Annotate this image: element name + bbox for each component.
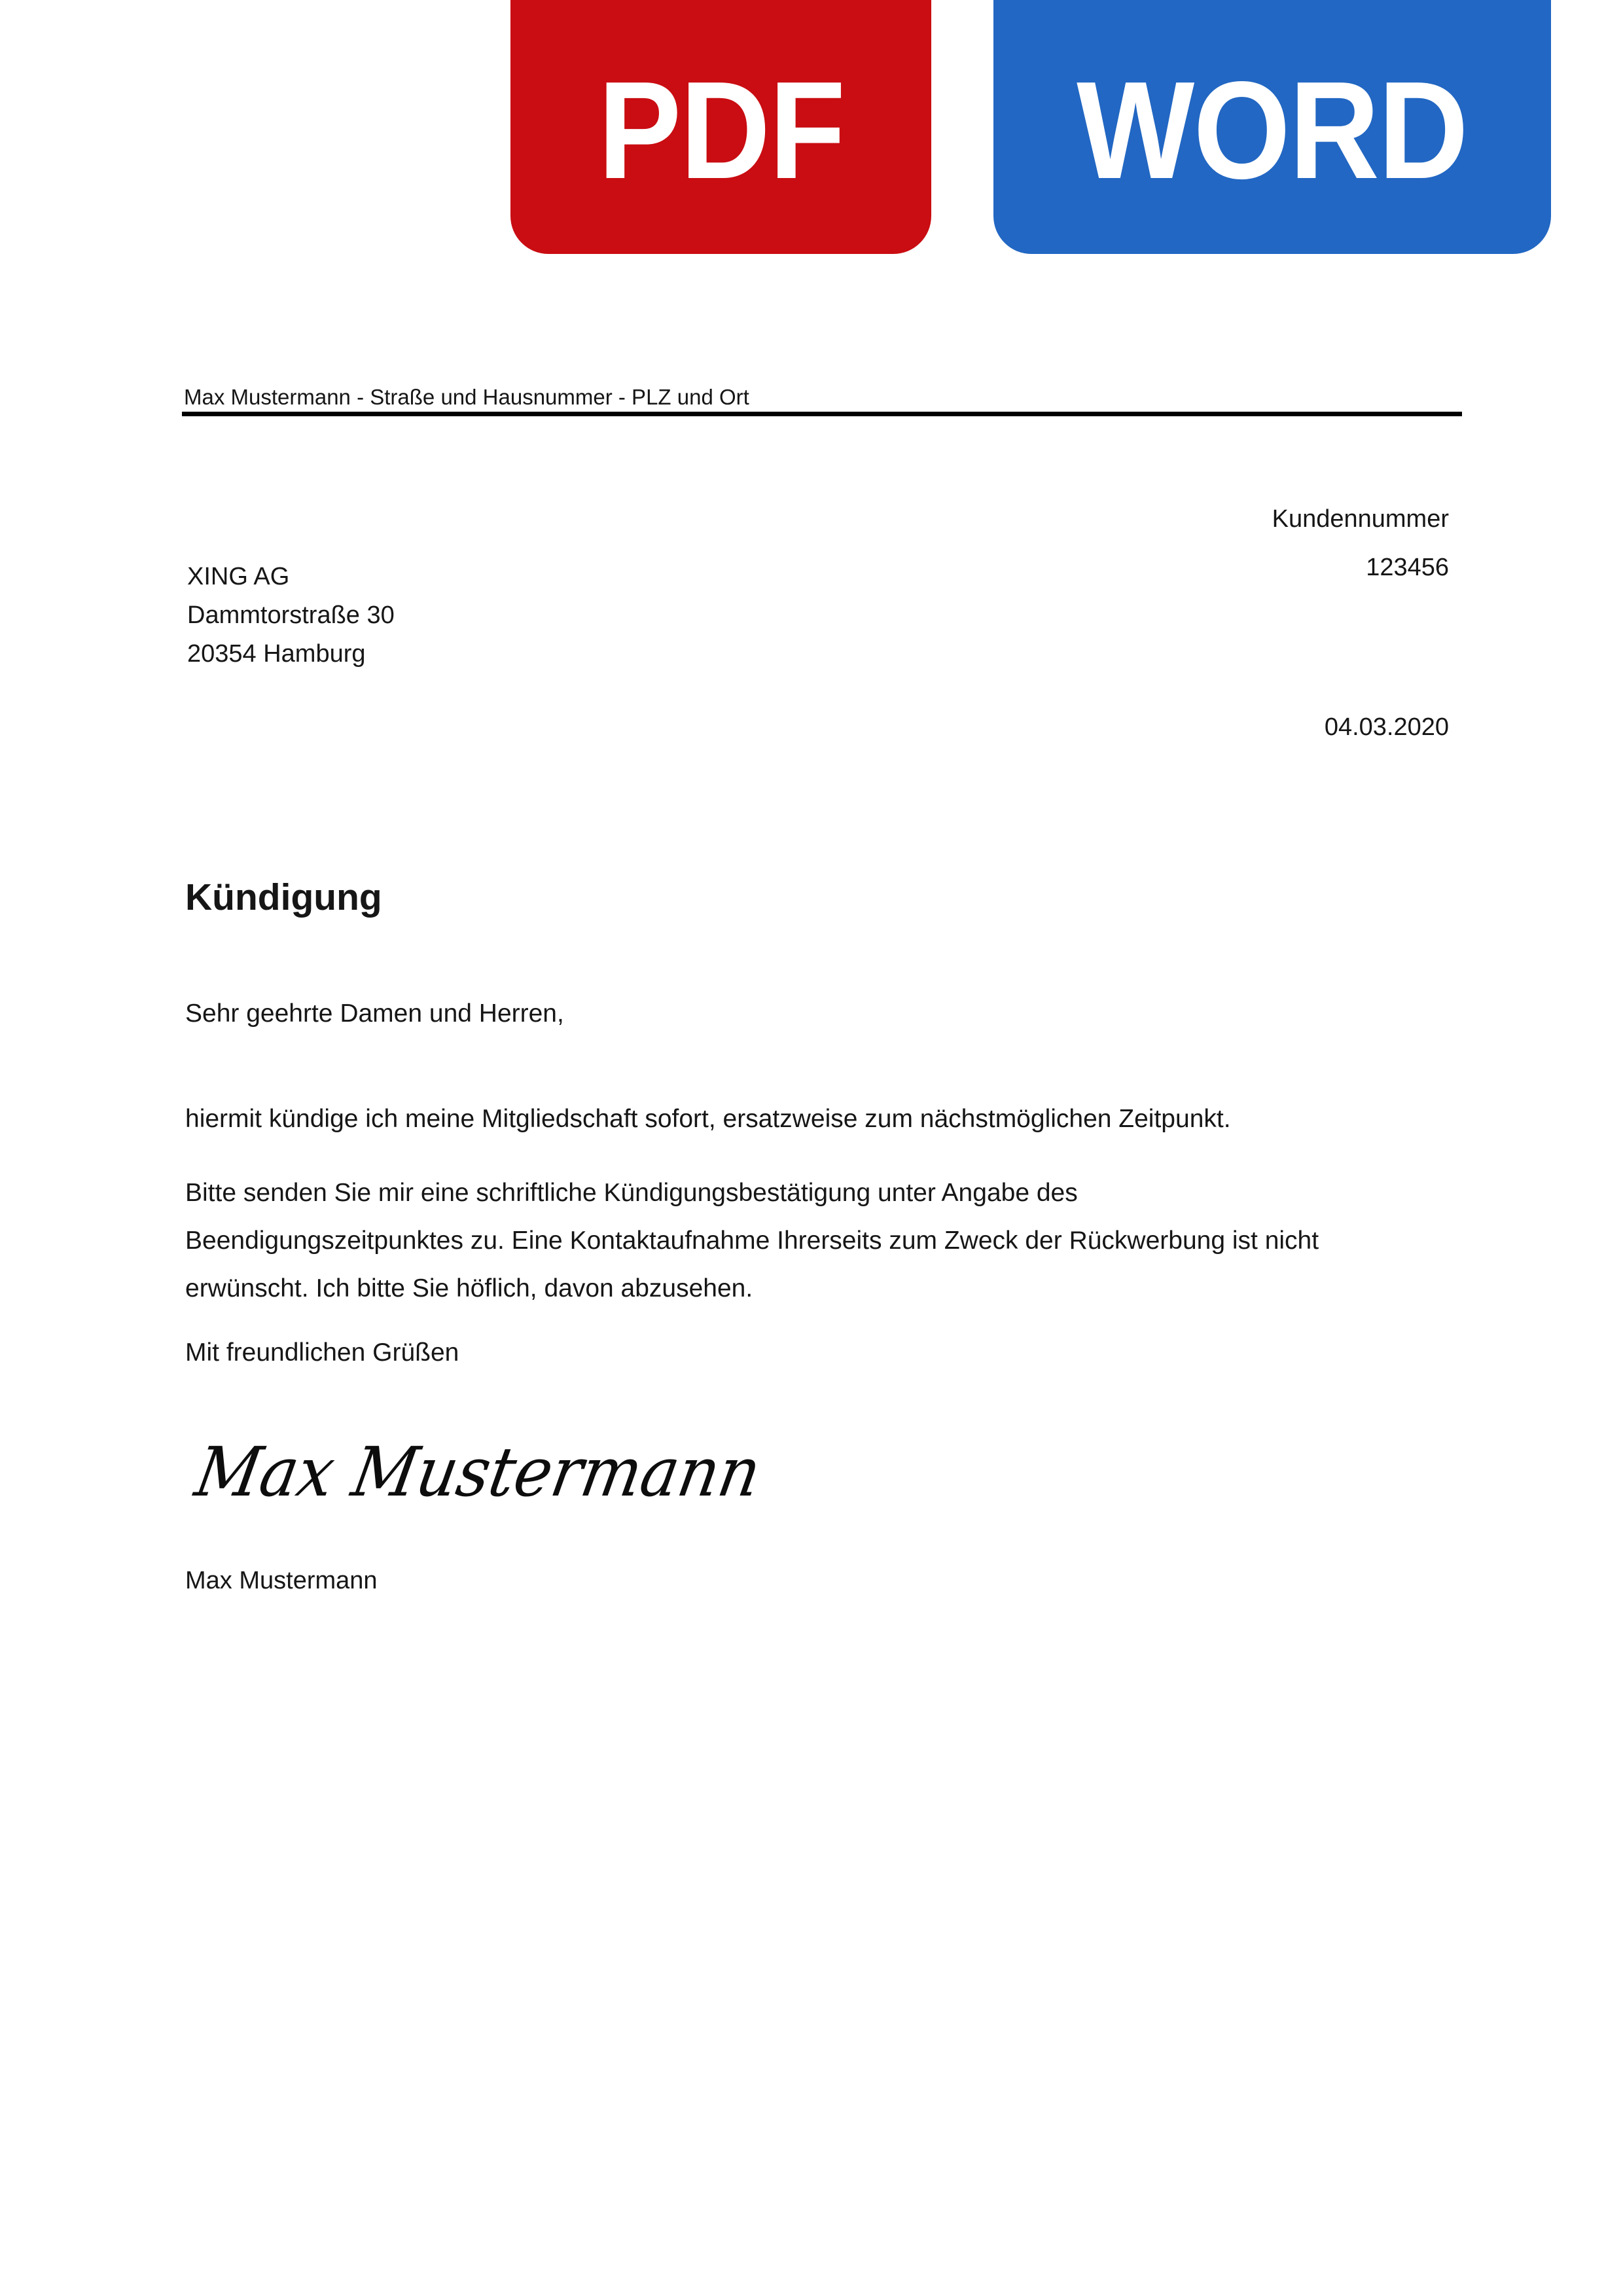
body-line: Bitte senden Sie mir eine schriftliche Kündigungsbestätigung unter Angabe des [185,1179,1078,1207]
recipient-line-city: 20354 Hamburg [187,640,366,668]
body-line: Beendigungszeitpunktes zu. Eine Kontaktaufnahme Ihrerseits zum Zweck der Rückwerbung ist nicht [185,1227,1319,1255]
subject-heading: Kündigung [185,876,382,918]
salutation: Sehr geehrte Damen und Herren, [185,999,564,1028]
letter-date: 04.03.2020 [1324,713,1449,741]
recipient-line-company: XING AG [187,563,290,590]
sender-address-line: Max Mustermann - Straße und Hausnummer - PLZ und Ort [184,385,749,409]
customer-number-value: 123456 [1366,554,1449,581]
pdf-badge-label: PDF [597,52,844,207]
handwritten-signature: Max Mustermann [190,1432,767,1512]
recipient-address [187,558,395,673]
word-download-badge[interactable] [993,0,1551,254]
body-line: erwünscht. Ich bitte Sie höflich, davon abzusehen. [185,1274,753,1302]
signature-printed-name: Max Mustermann [185,1567,378,1594]
customer-number-label: Kundennummer [1272,505,1449,533]
pdf-download-badge[interactable] [510,0,931,254]
body-paragraph-1 [185,1095,1231,1143]
recipient-line-street: Dammtorstraße 30 [187,601,395,629]
body-paragraph-2 [185,1169,1319,1312]
body-line: hiermit kündige ich meine Mitgliedschaft sofort, ersatzweise zum nächstmöglichen Zeitpunkt. [185,1105,1231,1133]
closing-phrase: Mit freundlichen Grüßen [185,1338,459,1367]
sender-divider-rule [182,412,1462,416]
word-badge-label: WORD [1077,52,1468,207]
